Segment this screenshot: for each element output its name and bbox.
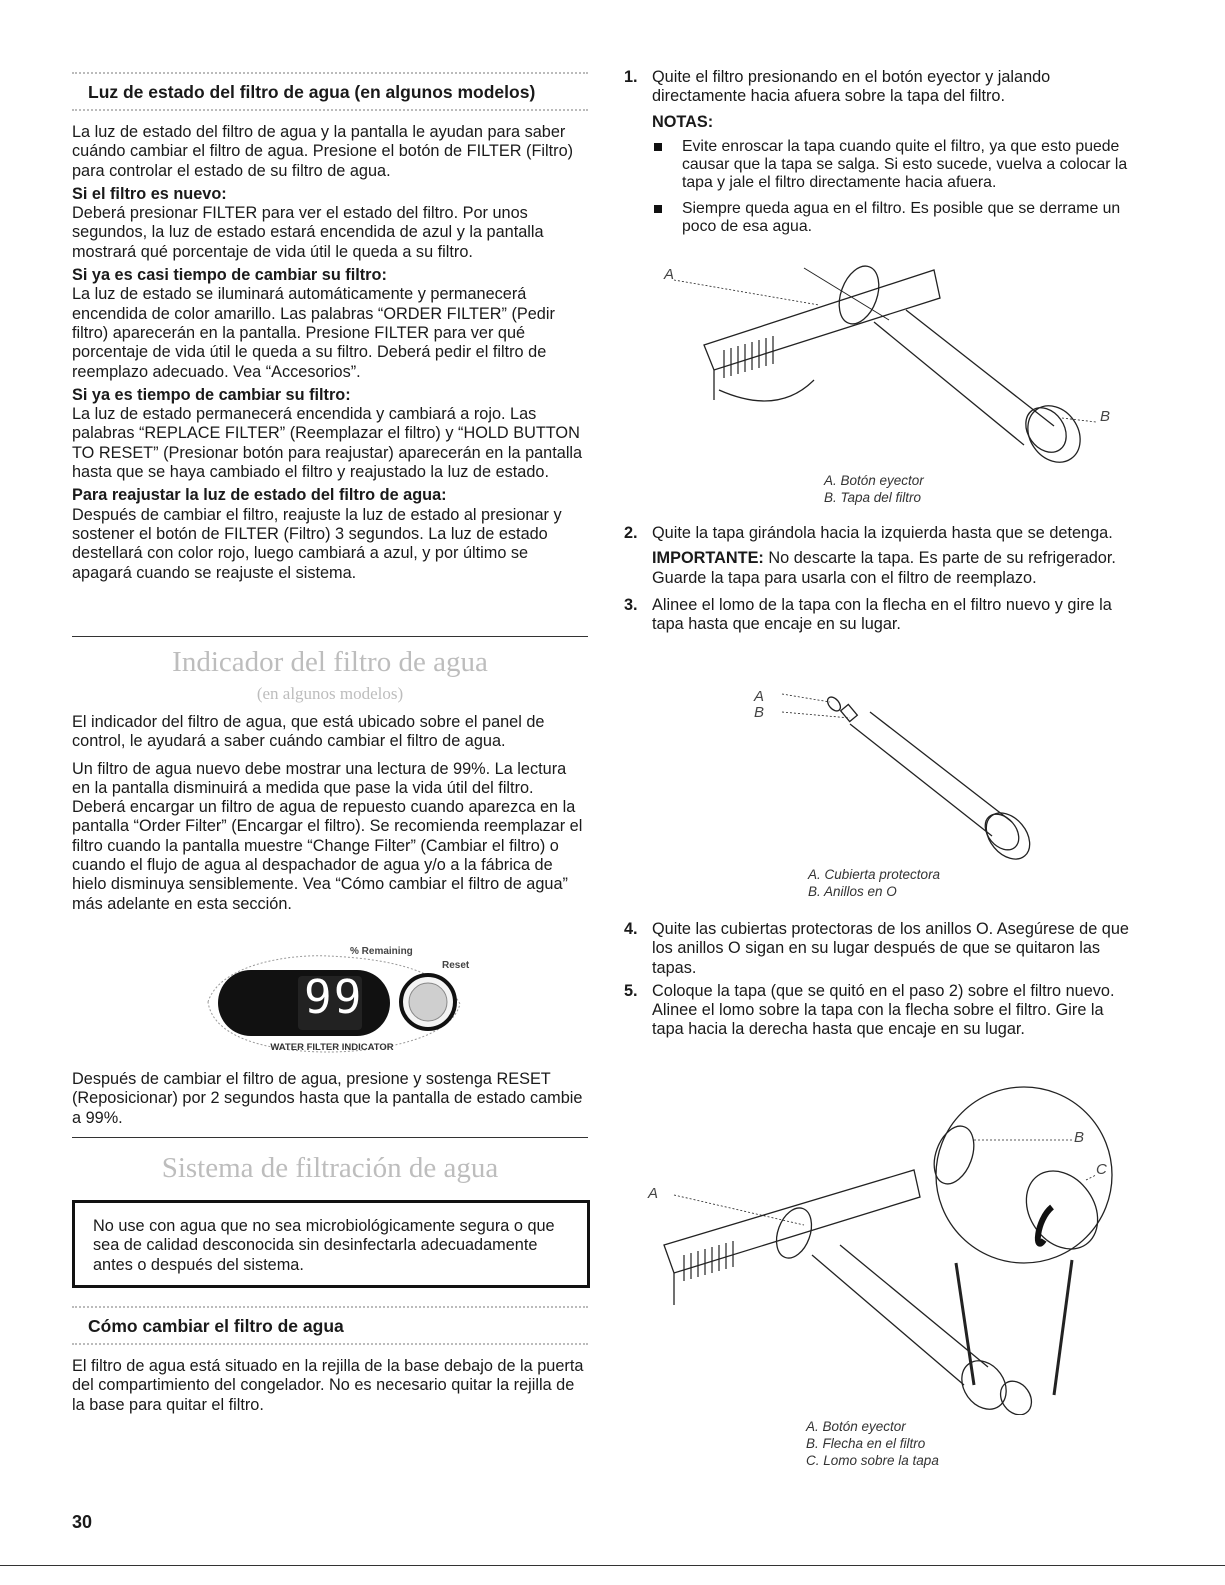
- label-a: A: [648, 1185, 659, 1202]
- label-b: B: [1100, 408, 1111, 425]
- figure-caption: [808, 866, 940, 900]
- caption-line: A. Botón eyector: [824, 473, 924, 488]
- caption-line: B. Anillos en O: [808, 884, 897, 899]
- step-text: Alinee el lomo de la tapa con la flecha en el filtro nuevo y gire la tapa hasta que encaje en su lugar.: [652, 595, 1112, 634]
- step-4: [624, 920, 1139, 978]
- remaining-label: % Remaining: [350, 946, 413, 957]
- note-text: Siempre queda agua en el filtro. Es posible que se derrame un poco de esa agua.: [682, 199, 1121, 235]
- filter-indicator-display: [200, 942, 470, 1058]
- note-text: Evite enroscar la tapa cuando quite el filtro, ya que esto puede causar que la tapa se salga. Si esto sucede, vuelva a colocar la tapa y jale el filtro directamente hacia afuera.: [682, 137, 1128, 191]
- paragraph: Un filtro de agua nuevo debe mostrar una lectura de 99%. La lectura en la pantalla disminuirá a medida que pase la vida útil del filtro. Deberá encargar un filtro de agua de repuesto cuando aparezca en la pantalla “Order Filter” (Encargar el filtro). Se recomienda reemplazar el filtro cuando la pantalla muestre “Change Filter” (Cambiar el filtro) o cuando el flujo de agua al despachador de agua y/o a la fábrica de hielo disminuya sensiblemente. Vea “Cómo cambiar el filtro de agua” más adelante en esta sección.: [72, 759, 583, 913]
- paragraph: La luz de estado se iluminará automáticamente y permanecerá encendida de color amarillo. Las palabras “ORDER FILTER” (Pedir filtro) aparecerán en la pantalla. Presione FILTER para ver qué porcentaje de vida útil le queda a su filtro. Deberá pedir el filtro de reemplazo adecuado. Vea “Accesorios”.: [72, 285, 555, 381]
- label-c: C: [1096, 1161, 1107, 1178]
- page-number: 30: [72, 1512, 93, 1532]
- indicator-title: Indicador del filtro de agua: [172, 646, 488, 678]
- indicator-label: WATER FILTER INDICATOR: [270, 1042, 394, 1053]
- notes-heading: NOTAS:: [652, 112, 714, 131]
- steps-middle: [624, 524, 1139, 634]
- section-rule: [72, 1343, 588, 1345]
- figure-1: [644, 250, 1124, 465]
- after-change-text: Después de cambiar el filtro de agua, presione y sostenga RESET (Reposicionar) por 2 segundos hasta que la pantalla de estado cambie a 99%.: [72, 1070, 583, 1127]
- subheading: Para reajustar la luz de estado del filtro de agua:: [72, 486, 447, 505]
- note-item: [624, 200, 1139, 236]
- caption-line: A. Cubierta protectora: [808, 867, 941, 882]
- step-number: 3.: [624, 595, 638, 614]
- steps-bottom: [624, 920, 1139, 1040]
- paragraph: Después de cambiar el filtro, reajuste la luz de estado al presionar y sostener el botón de FILTER (Filtro) 3 segundos. La luz de estado destellará con color rojo, luego cambiará a azul, y por último se apagará cuando se reajuste el sistema.: [72, 505, 562, 582]
- bullet-icon: [654, 143, 662, 151]
- status-section: [72, 72, 588, 583]
- label-a: A: [754, 688, 765, 705]
- step-3: [624, 596, 1139, 635]
- caption-line: C. Lomo sobre la tapa: [806, 1453, 939, 1468]
- figure-caption: [824, 472, 924, 506]
- paragraph: Deberá presionar FILTER para ver el estado del filtro. Por unos segundos, la luz de estado estará encendida de azul y la pantalla mostrará qué porcentaje de vida útil le queda a su filtro.: [72, 204, 544, 261]
- section-title: Luz de estado del filtro de agua (en algunos modelos): [88, 82, 536, 102]
- figure-2: [754, 684, 1064, 864]
- important-note: [624, 549, 1139, 588]
- step-1: [624, 68, 1139, 107]
- important-label: IMPORTANTE:: [652, 549, 764, 568]
- steps-top: [624, 68, 1139, 236]
- status-intro: La luz de estado del filtro de agua y la pantalla le ayudan para saber cuándo cambiar el filtro de agua. Presione el botón de FILTER (Filtro) para controlar el estado de su filtro de agua.: [72, 123, 574, 180]
- cap-installation-illustration: [644, 1085, 1124, 1415]
- subheading: Si el filtro es nuevo:: [72, 184, 227, 203]
- caption-line: B. Tapa del filtro: [824, 490, 922, 505]
- step-number: 2.: [624, 524, 638, 542]
- paragraph: El indicador del filtro de agua, que está ubicado sobre el panel de control, le ayudará a saber cuándo cambiar el filtro de agua.: [72, 713, 545, 751]
- step-number: 4.: [624, 920, 638, 938]
- step-text: Quite la tapa girándola hacia la izquierda hasta que se detenga.: [652, 524, 1113, 542]
- caption-line: A. Botón eyector: [806, 1419, 906, 1434]
- step-text: Quite las cubiertas protectoras de los anillos O. Asegúrese de que los anillos O sigan en su lugar después de que se quitaron las tapas.: [652, 920, 1129, 977]
- filter-cap-illustration: [754, 684, 1064, 864]
- label-a: A: [664, 266, 675, 283]
- important-text: No descarte la tapa. Es parte de su refrigerador. Guarde la tapa para usarla con el filtro de reemplazo.: [652, 549, 1116, 587]
- filter-removal-illustration: [644, 250, 1124, 465]
- section-title: Cómo cambiar el filtro de agua: [88, 1316, 344, 1336]
- bullet-icon: [654, 205, 662, 213]
- label-b: B: [754, 704, 765, 721]
- step-2: [624, 524, 1139, 543]
- label-b: B: [1074, 1129, 1085, 1146]
- step-5: [624, 982, 1139, 1040]
- paragraph: La luz de estado permanecerá encendida y cambiará a rojo. Las palabras “REPLACE FILTER” (Reemplazar el filtro) y “HOLD BUTTON TO RESET” (Presionar botón para reajustar) aparecerán en la pantalla hasta que se haya cambiado el filtro y reajustado la luz de estado.: [72, 405, 583, 482]
- divider: [72, 1137, 588, 1138]
- reset-label: Reset: [442, 960, 470, 971]
- divider: [72, 636, 588, 637]
- warning-text: No use con agua que no sea microbiológicamente segura o que sea de calidad desconocida sin desinfectarla adecuadamente antes o después del sistema.: [93, 1217, 555, 1274]
- figure-3: [644, 1085, 1124, 1415]
- bottom-rule: [0, 1565, 1225, 1566]
- system-title: Sistema de filtración de agua: [161, 1152, 499, 1184]
- display-value: 99: [304, 970, 364, 1024]
- paragraph: El filtro de agua está situado en la rejilla de la base debajo de la puerta del compartimiento del congelador. No es necesario quitar la rejilla de la base para quitar el filtro.: [72, 1357, 584, 1414]
- indicator-section: [72, 713, 588, 914]
- figure-caption: [806, 1418, 939, 1469]
- caption-line: B. Flecha en el filtro: [806, 1436, 926, 1451]
- change-section: [72, 1306, 588, 1415]
- step-number: 5.: [624, 981, 638, 1000]
- step-text: Quite el filtro presionando en el botón eyector y jalando directamente hacia afuera sobre la tapa del filtro.: [652, 68, 1051, 106]
- subheading: Si ya es casi tiempo de cambiar su filtro:: [72, 266, 387, 285]
- subheading: Si ya es tiempo de cambiar su filtro:: [72, 385, 351, 404]
- section-rule: [72, 109, 588, 111]
- note-item: [624, 138, 1139, 192]
- indicator-subtitle: (en algunos modelos): [256, 684, 404, 703]
- warning-box: [72, 1200, 590, 1288]
- step-text: Coloque la tapa (que se quitó en el paso 2) sobre el filtro nuevo. Alinee el lomo sobre la tapa con la flecha sobre el filtro. Gire la tapa hacia la derecha hasta que encaje en su lugar.: [652, 981, 1115, 1039]
- step-number: 1.: [624, 68, 638, 86]
